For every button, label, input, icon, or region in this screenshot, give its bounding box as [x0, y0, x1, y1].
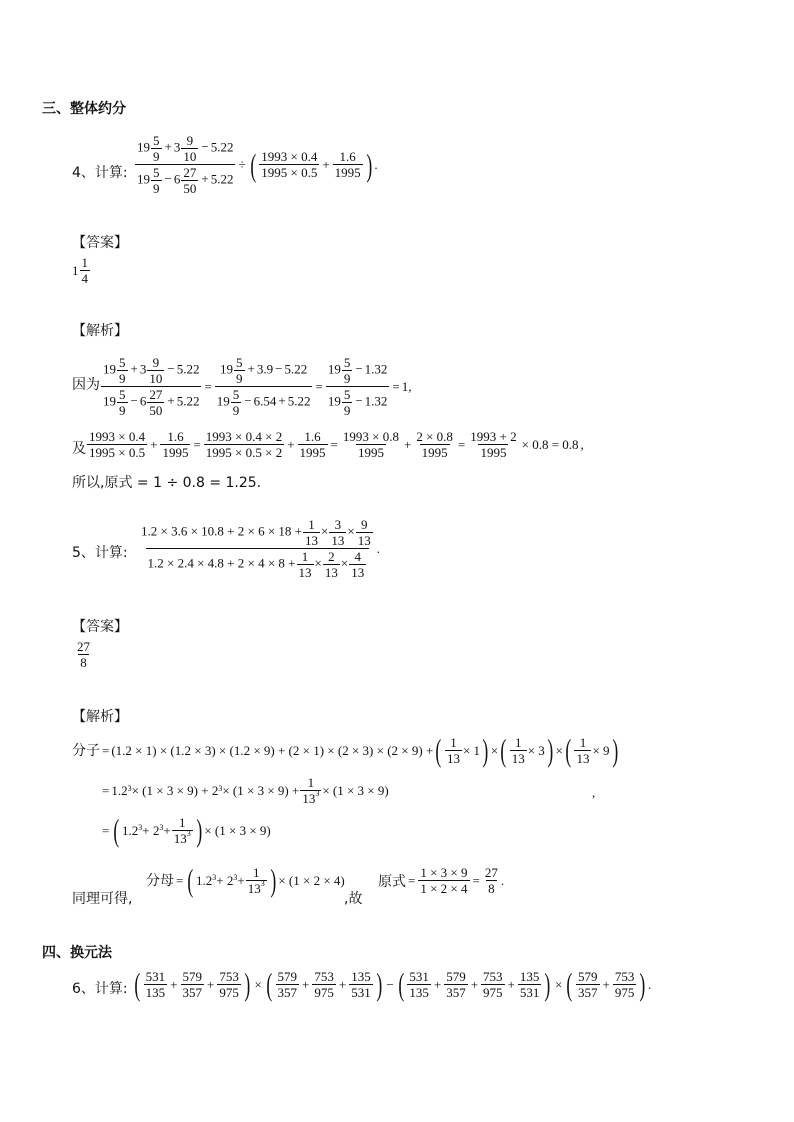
problem-6-expression: ( 531 135 + $\frac{579}{357}$ + $\frac{753}{975}$ ) × ( 579 357 + $\frac{753}{975}$ + $\frac{135}{531}$ ) − ( 531 135 + $\frac{579}{357}$ + $\frac{753}{975}$ + $\frac{135}{531}$ ) × ( 579 357 + $\frac{753}{975}$ ) . — [134, 966, 652, 1002]
problem-6-label: 6、计算: — [72, 981, 128, 997]
analysis-4-line3: 所以,原式 = 1 ÷ 0.8 = 1.25. — [72, 475, 262, 491]
problem-5-expression: 1.2 × 3.6 × 10.8 + 2 × 6 × 18 + $\frac{1}{13}$ × $\frac{3}{13}$ × $\frac{9}{13}$ 1.2 × 2.4 × 4.8 + 2 × 4 × 8 + $\frac{1}{13}$ × $\frac{2}{13}$ × $\frac{4}{13}$ . — [141, 517, 380, 580]
problem-4-answer: 1 1 4 — [72, 255, 88, 286]
numerator-label: 分子 — [72, 743, 100, 759]
analysis-5-numerator-line3: = ( 1.2 $^3$ + 2 $^3$ + 1 $13^3$ ) × (1 × 3 × 9) — [102, 812, 271, 848]
analysis-5-denominator: 分母 = ( 1.2 $^3$ + 2 $^3$ + 1 $13^3$ ) × (1 × 2 × 4) — [146, 862, 345, 898]
orig-label: 原式 — [378, 873, 406, 890]
analysis-4-line2-prefix: 及 — [72, 441, 86, 457]
problem-4-analysis-tag: 【解析】 — [72, 323, 128, 339]
problem-5-answer-tag: 【答案】 — [72, 619, 128, 635]
problem-5-label: 5、计算: — [72, 545, 128, 561]
analysis-4-line2: 1993 × 0.4 1995 × 0.5 + $\frac{1.6}{1995}$ = $\frac{1993 \times 0.4 \times 2}{1995 \times 0.5 \times 2}$ + $\frac{1.6}{1995}$ = $\frac{1993 \times 0.8}{1995}$ + $\frac{2 \times 0.8}{1995}$ = $\frac{1993 + 2}{1995}$ × 0.8 = 0.8 , — [89, 429, 584, 460]
section-title-3: 三、整体约分 — [42, 101, 126, 117]
analysis-5-same-prefix: 同理可得, — [72, 891, 133, 907]
analysis-5-therefore: ,故 — [344, 891, 363, 907]
section-title-4: 四、换元法 — [42, 945, 112, 961]
analysis-5-numerator-line1: 分子 = (1.2 × 1) × (1.2 × 3) × (1.2 × 9) + (2 × 1) × (2 × 3) × (2 × 9) + ( 1 13 × 1 ) × ( 1 13 × 3 ) × ( 1 13 × 9 ) — [72, 732, 618, 768]
problem-4-answer-tag: 【答案】 — [72, 235, 128, 251]
analysis-5-numerator-line2: = 1.2 $^3$ × (1 × 3 × 9) + 2 $^3$ × (1 × 3 × 9) + 1 $13^3$ × (1 × 3 × 9) — [102, 775, 389, 806]
analysis-4-line1: 19 $\frac{5}{9}$ + 3 $\frac{9}{10}$ − 5.22 19 $\frac{5}{9}$ − 6 $\frac{27}{50}$ + 5.22 = 19 $\frac{5}{9}$ + 3.9 − 5.22 19 $\frac{5}{9}$ − 6.54 + 5.22 = 19 $\frac{5}{9}$ − 1.32 19 $\frac{5}{9}$ − 1.32 = 1 , — [103, 355, 412, 418]
analysis-4-line1-prefix: 因为 — [72, 377, 100, 393]
denominator-label: 分母 — [146, 873, 174, 889]
analysis-5-result: 原式 = $\frac{1 \times 3 \times 9}{1 \times 2 \times 4}$ = $\frac{27}{8}$ . — [378, 865, 505, 896]
problem-4-label: 4、计算: — [72, 165, 128, 181]
problem-5-analysis-tag: 【解析】 — [72, 709, 128, 725]
problem-5-answer: $\frac{27}{8}$ — [77, 639, 90, 670]
analysis-5-comma: , — [592, 785, 596, 800]
problem-4-expression: 19 $\frac{5}{9}$ + 3 $\frac{9}{10}$ − 5.22 19 $\frac{5}{9}$ − 6 $\frac{27}{50}$ + 5.22 ÷ ( 1993 × 0.4 1995 × 0.5 + $\frac{1.6}{1995}$ ) . — [137, 133, 378, 196]
